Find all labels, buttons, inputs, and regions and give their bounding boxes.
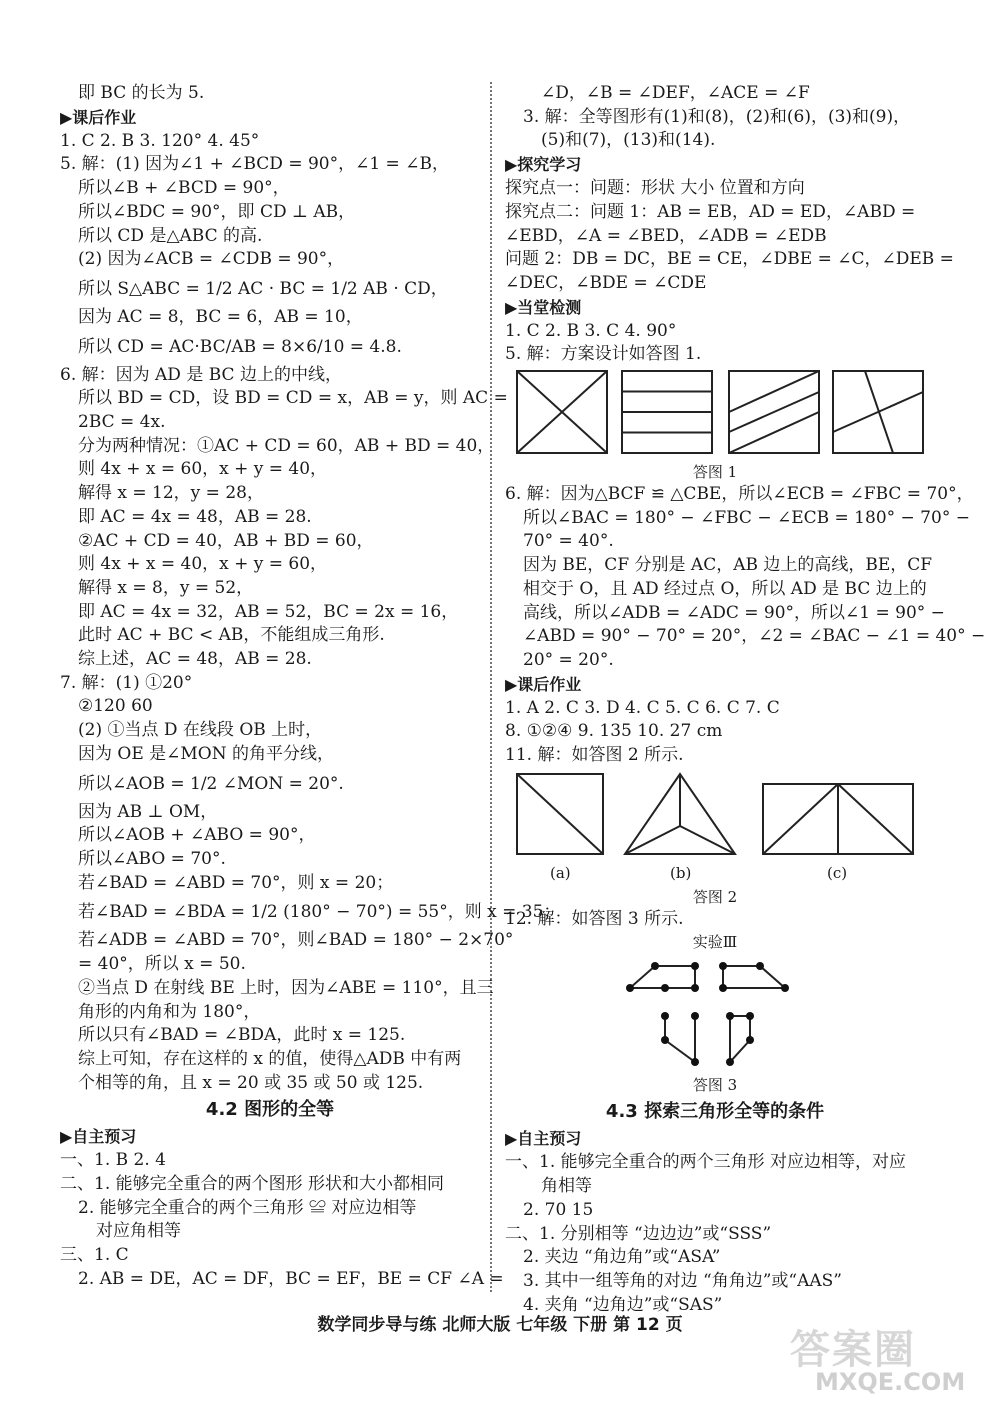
solution-line: 所以 BD = CD，设 BD = CD = x，AB = y，则 AC =	[78, 388, 508, 409]
dot	[726, 1012, 734, 1020]
section-heading: ▶自主预习	[60, 1127, 137, 1147]
label-b: (b)	[670, 863, 692, 882]
answer-line: 2. 能够完全重合的两个三角形 ≌ 对应边相等	[78, 1197, 417, 1218]
column-divider	[490, 82, 492, 1292]
median	[625, 826, 680, 854]
solution-line: 解得 x = 8，y = 52，	[78, 577, 254, 598]
section-title: 4.3 探索三角形全等的条件	[605, 1101, 825, 1123]
figure-2-labels	[505, 864, 925, 886]
answer-line: 一、1. B 2. 4	[60, 1150, 166, 1171]
solution-line: 因为 AC = 8，BC = 6，AB = 10，	[78, 306, 363, 327]
solution-line: 20° = 20°.	[523, 649, 614, 670]
solution-line: ②120 60	[78, 696, 153, 717]
answer-line: 2. 夹边 “角边角”或“ASA”	[523, 1247, 721, 1268]
solution-line: 5. 解：(1) 因为∠1 + ∠BCD = 90°，∠1 = ∠B，	[60, 154, 449, 175]
watermark-logo: 答案圈	[790, 1327, 916, 1373]
answer-line: 4. 夹角 “边角边”或“SAS”	[523, 1294, 723, 1315]
dot	[691, 962, 699, 970]
formula-line: 所以 CD = AC·BC/AB = 8×6/10 = 4.8.	[78, 336, 402, 357]
answer-line: 二、1. 能够完全重合的两个图形 形状和大小都相同	[60, 1174, 445, 1195]
solution-line: 相交于 O，且 AD 经过点 O，所以 AD 是 BC 边上的	[523, 578, 927, 599]
page-footer: 数学同步导与练 北师大版 七年级 下册 第 12 页	[317, 1315, 683, 1335]
solution-line: 分为两种情况：①AC + CD = 60，AB + BD = 40，	[78, 435, 495, 456]
solution-line: 所以∠BDC = 90°，即 CD ⊥ AB，	[78, 201, 356, 222]
diagonal	[838, 784, 913, 854]
section-heading: ▶自主预习	[505, 1129, 582, 1149]
solution-line: ∠ABD = 90° − 70° = 20°，∠2 = ∠BAC − ∠1 = 40° −	[523, 626, 986, 647]
solution-line: 所以∠AOB + ∠ABO = 90°，	[78, 825, 316, 846]
dot	[781, 984, 789, 992]
solution-line: 所以∠ABO = 70°.	[78, 848, 226, 869]
figure-3-dots	[505, 952, 925, 1070]
solution-line: 因为 AB ⊥ OM，	[78, 801, 218, 822]
answer-line: 3. 解：全等图形有(1)和(8)，(2)和(6)，(3)和(9)，	[523, 106, 911, 127]
answer-line: 2. AB = DE，AC = DF，BC = EF，BE = CF ∠A =	[78, 1268, 504, 1289]
solution-line: 所以 CD 是△ABC 的高.	[78, 225, 263, 246]
solution-line: 解得 x = 12，y = 28，	[78, 483, 264, 504]
dot	[661, 1012, 669, 1020]
solution-line: 即 AC = 4x = 32，AB = 52，BC = 2x = 16，	[78, 601, 459, 622]
section-heading: ▶课后作业	[505, 674, 582, 694]
answer-line: 8. ①②④ 9. 135 10. 27 cm	[505, 721, 723, 742]
dot	[651, 962, 659, 970]
watermark-url: MXQE.COM	[815, 1368, 966, 1396]
dot	[719, 984, 727, 992]
solution-line: 角形的内角和为 180°，	[78, 1001, 261, 1022]
answer-line: 5. 解：方案设计如答图 1.	[505, 344, 702, 365]
answer-line: 12. 解：如答图 3 所示.	[505, 908, 684, 929]
figure-3	[505, 931, 925, 1097]
answer-line: 1. C 2. B 3. 120° 4. 45°	[60, 130, 260, 151]
solution-line: (2) 因为∠ACB = ∠CDB = 90°，	[78, 249, 345, 270]
solution-line: 所以∠BAC = 180° − ∠FBC − ∠ECB = 180° − 70° −	[523, 507, 970, 528]
dot	[726, 1058, 734, 1066]
figure-2	[505, 768, 925, 908]
solution-line: 因为 OE 是∠MON 的角平分线，	[78, 743, 335, 764]
figure-3-caption: 答图 3	[692, 1076, 738, 1095]
answer-line: 三、1. C	[60, 1245, 129, 1266]
shape-2	[723, 966, 785, 988]
solution-line: = 40°，所以 x = 50.	[78, 954, 246, 975]
dot	[661, 984, 669, 992]
solution-line: 则 4x + x = 60，x + y = 40，	[78, 459, 328, 480]
dot	[756, 962, 764, 970]
section-heading: ▶当堂检测	[505, 297, 582, 317]
label-c: (c)	[827, 863, 848, 882]
answer-line: (5)和(7)，(13)和(14).	[541, 130, 716, 151]
figure-1-squares	[505, 367, 925, 457]
solution-line: 若∠BAD = ∠ABD = 70°，则 x = 20；	[78, 872, 394, 893]
dot	[691, 984, 699, 992]
section-heading: ▶探究学习	[505, 155, 582, 175]
answer-line: 对应角相等	[96, 1221, 181, 1242]
dot	[626, 984, 634, 992]
solution-line: ②当点 D 在射线 BE 上时，因为∠ABE = 110°，且三	[78, 977, 494, 998]
formula-line: 所以 S△ABC = 1/2 AC · BC = 1/2 AB · CD，	[78, 278, 448, 299]
label-a: (a)	[550, 863, 571, 882]
solution-line: 6. 解：因为△BCF ≌ △CBE，所以∠ECB = ∠FBC = 70°，	[505, 484, 974, 505]
dot	[746, 1036, 754, 1044]
slanted-line	[729, 371, 819, 412]
answer-line: ∠D，∠B = ∠DEF，∠ACE = ∠F	[541, 83, 810, 103]
figure-2-caption: 答图 2	[692, 887, 738, 906]
solution-line: 个相等的角，且 x = 20 或 35 或 50 或 125.	[78, 1072, 424, 1093]
dot	[661, 1036, 669, 1044]
median	[680, 826, 735, 854]
answer-line: 一、1. 能够完全重合的两个三角形 对应边相等，对应	[505, 1152, 907, 1173]
slanted-line	[729, 412, 819, 453]
figure-2-shapes	[505, 768, 925, 860]
formula-line: 所以∠AOB = 1/2 ∠MON = 20°.	[78, 773, 344, 794]
slanted-line	[729, 392, 819, 432]
section-heading: ▶课后作业	[60, 107, 137, 127]
answer-line: 二、1. 分别相等 “边边边”或“SSS”	[505, 1223, 772, 1244]
cut-line	[833, 392, 923, 432]
solution-line: 70° = 40°.	[523, 531, 614, 552]
answer-line: 3. 其中一组等角的对边 “角角边”或“AAS”	[523, 1270, 842, 1291]
solution-line: 2BC = 4x.	[78, 412, 166, 433]
solution-line: 综上可知，存在这样的 x 的值，使得△ADB 中有两	[78, 1048, 462, 1069]
solution-line: 则 4x + x = 40，x + y = 60，	[78, 554, 328, 575]
answer-line: 11. 解：如答图 2 所示.	[505, 745, 684, 766]
answer-line: 问题 2：DB = DC，BE = CE，∠DBE = ∠C，∠DEB =	[505, 249, 954, 270]
formula-line: 若∠BAD = ∠BDA = 1/2 (180° − 70°) = 55°，则 x = 35；	[78, 902, 561, 923]
solution-line: 因为 BE，CF 分别是 AC，AB 边上的高线，BE，CF	[523, 555, 933, 576]
figure-1-caption: 答图 1	[692, 463, 738, 482]
solution-line: 即 AC = 4x = 48，AB = 28.	[78, 506, 312, 527]
solution-line: 7. 解：(1) ①20°	[60, 672, 193, 693]
solution-line: 此时 AC + BC < AB，不能组成三角形.	[78, 625, 385, 646]
dot	[691, 1058, 699, 1066]
answer-line: 1. C 2. B 3. C 4. 90°	[505, 320, 677, 341]
solution-line: 高线，所以∠ADB = ∠ADC = 90°，所以∠1 = 90° −	[523, 602, 945, 623]
answer-line: ∠EBD，∠A = ∠BED，∠ADB = ∠EDB	[505, 225, 827, 246]
solution-line: 若∠ADB = ∠ABD = 70°，则∠BAD = 180° − 2×70°	[78, 930, 514, 951]
dot	[719, 962, 727, 970]
solution-line: ②AC + CD = 40，AB + BD = 60，	[78, 530, 374, 551]
dot	[691, 1012, 699, 1020]
answer-line: 角相等	[541, 1176, 592, 1197]
figure-3-title: 实验Ⅲ	[692, 933, 738, 952]
solution-line: 所以∠B + ∠BCD = 90°，	[78, 178, 290, 199]
answer-line: 1. A 2. C 3. D 4. C 5. C 6. C 7. C	[505, 697, 780, 718]
shape-3	[665, 1016, 695, 1062]
figure-1	[505, 367, 925, 483]
right-column	[505, 82, 986, 1317]
solution-line: 所以只有∠BAD = ∠BDA，此时 x = 125.	[78, 1025, 406, 1046]
solution-line: 综上述，AC = 48，AB = 28.	[78, 649, 312, 670]
dot	[746, 1012, 754, 1020]
answer-line: 2. 70 15	[523, 1199, 594, 1220]
diagonal	[517, 774, 603, 854]
answer-line: 探究点二：问题 1：AB = EB，AD = ED，∠ABD =	[505, 201, 916, 222]
solution-line: 6. 解：因为 AD 是 BC 边上的中线，	[60, 364, 342, 385]
shape-1	[630, 966, 695, 988]
text-line: 即 BC 的长为 5.	[78, 83, 205, 103]
section-title: 4.2 图形的全等	[205, 1099, 335, 1121]
diagonal	[763, 784, 838, 854]
answer-line: ∠DEC，∠BDE = ∠CDE	[505, 272, 707, 293]
solution-line: (2) ①当点 D 在线段 OB 上时，	[78, 720, 323, 741]
answer-line: 探究点一：问题：形状 大小 位置和方向	[505, 178, 805, 199]
